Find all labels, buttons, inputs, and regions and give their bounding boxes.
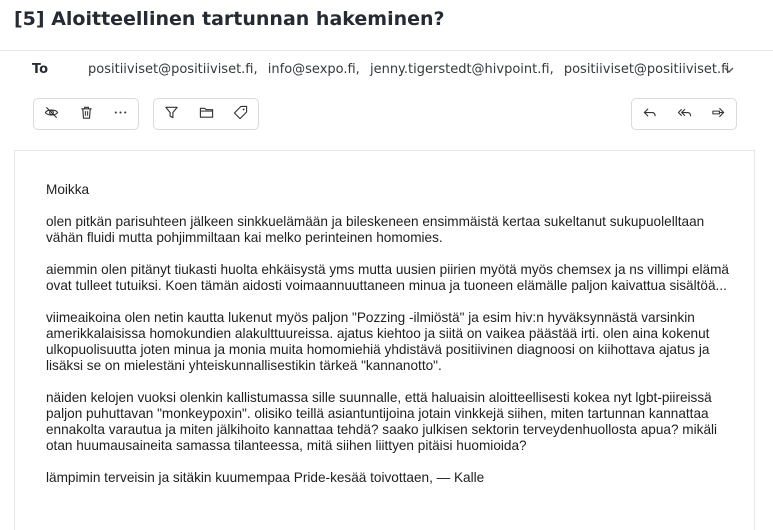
recipients-row [0, 58, 773, 82]
organize-toolbar [153, 98, 259, 130]
tag-icon [233, 105, 248, 124]
reply-all-icon [677, 105, 692, 124]
message-actions-toolbar [33, 98, 139, 130]
signature: lämpimin terveisin ja sitäkin kuumempaa Pride-kesää toivottaen, — Kalle [46, 470, 485, 485]
reply-icon [642, 105, 657, 124]
chevron-down-icon[interactable] [722, 62, 736, 76]
folder-icon [199, 105, 214, 124]
greeting: Moikka [46, 182, 90, 197]
body-paragraph: olen pitkän parisuhteen jälkeen sinkkuelämään ja bileskeneen ensimmäistä kertaa sukeltanut sukupuolelltaan vähän fluidi mutta pohjimmiltaan kai melko perinteinen homomies. [46, 214, 705, 245]
message-subject: [5] Aloitteellinen tartunnan hakeminen? [14, 8, 445, 30]
to-label: To [32, 62, 49, 77]
eye-off-icon [44, 105, 59, 124]
recipient[interactable]: positiiviset@positiiviset.fi, [88, 62, 258, 77]
recipient[interactable]: positiiviset@positiiviset.fi [563, 62, 730, 77]
recipient[interactable]: jenny.tigerstedt@hivpoint.fi, [369, 62, 554, 77]
recipient[interactable]: info@sexpo.fi, [267, 62, 360, 77]
reply-toolbar [631, 98, 737, 130]
label-button[interactable] [223, 99, 258, 129]
delete-button[interactable] [69, 99, 104, 129]
body-paragraph: viimeaikoina olen netin kautta lukenut myös paljon "Pozzing -ilmiöstä" ja esim hiv:n hyväksynnästä varsinkin amerikkalaisissa homokundien alakulttuureissa. ajatus kiehtoo ja siitä on vaikea päästää irti. olen aina kokenut ulkopuolisuutta joten minua ja monia muita homomiehiä yhdistävä positiivinen diagnoosi on kiihottava ajatus ja lisäksi se on mielestäni yhteiskunnallisestikin tärkeä "kannanotto". [46, 310, 710, 373]
message-header [0, 0, 773, 51]
more-button[interactable] [103, 99, 138, 129]
recipient-list [88, 62, 730, 77]
mark-unread-button[interactable] [34, 99, 69, 129]
move-to-folder-button[interactable] [189, 99, 224, 129]
message-body [46, 182, 736, 502]
body-paragraph: aiemmin olen pitänyt tiukasti huolta ehkäisystä yms mutta uusien piirien myötä myös chemsex ja ns villimpi elämä ovat tulleet tutuiksi. Koen tämän aidosti voimaannuuttaneen minua ja tuoneen elämälle paljon kaivattua sisältöä... [46, 262, 729, 293]
forward-button[interactable] [701, 99, 736, 129]
filter-button[interactable] [154, 99, 189, 129]
body-paragraph: näiden kelojen vuoksi olenkin kallistumassa sille suunnalle, että haluaisin aloitteellisesti kokea nyt lgbt-piireissä paljon puhuttavan "monkeypoxin". olisiko teillä asiantuntijoina jotain vinkkejä siihen, miten tartunnan kannattaa ennakolta varautua ja miten jälkihoito kannattaa tehdä? saako julkisen sektorin terveydenhuollosta apua? mikäli otan huumausaineita samassa tilanteessa, mitä siihen liittyen pitäisi huomioida? [46, 390, 718, 453]
more-icon [113, 105, 128, 124]
reply-all-button[interactable] [667, 99, 702, 129]
forward-icon [711, 105, 726, 124]
trash-icon [79, 105, 94, 124]
reply-button[interactable] [632, 99, 667, 129]
filter-icon [164, 105, 179, 124]
